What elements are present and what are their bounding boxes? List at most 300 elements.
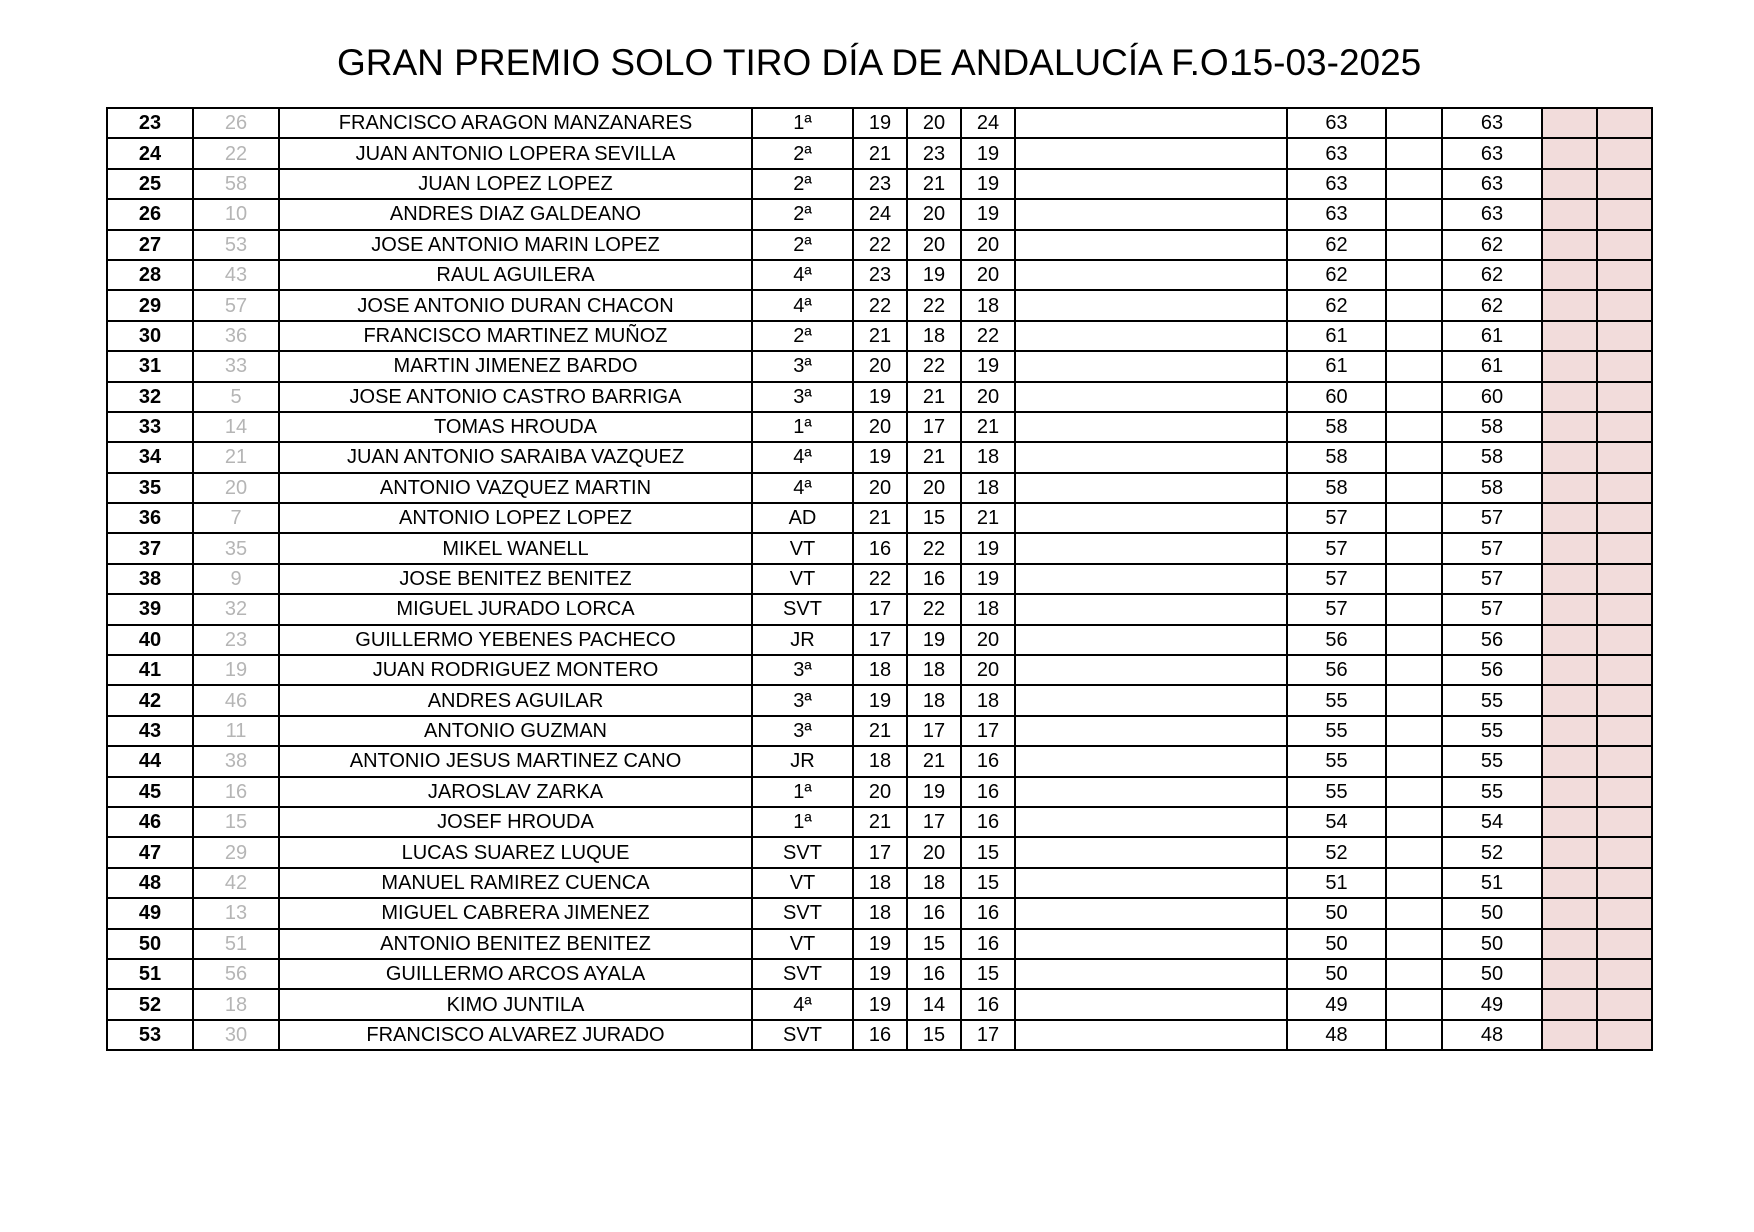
position-cell: 23 bbox=[107, 108, 193, 138]
highlight-cell bbox=[1542, 685, 1597, 715]
highlight-cell bbox=[1597, 108, 1652, 138]
empty-cell bbox=[1386, 169, 1442, 199]
empty-cell bbox=[1386, 321, 1442, 351]
score-round-1-cell: 19 bbox=[853, 685, 907, 715]
final-score-cell: 49 bbox=[1442, 989, 1542, 1019]
empty-cell bbox=[1015, 716, 1287, 746]
score-round-1-cell: 18 bbox=[853, 655, 907, 685]
shooter-name-cell: GUILLERMO ARCOS AYALA bbox=[279, 959, 752, 989]
highlight-cell bbox=[1597, 625, 1652, 655]
table-row bbox=[107, 290, 1652, 320]
score-round-2-cell: 23 bbox=[907, 138, 961, 168]
position-cell: 25 bbox=[107, 169, 193, 199]
table-row bbox=[107, 564, 1652, 594]
position-cell: 26 bbox=[107, 199, 193, 229]
total-score-cell: 60 bbox=[1287, 382, 1386, 412]
score-round-3-cell: 15 bbox=[961, 837, 1015, 867]
category-cell: 2ª bbox=[752, 321, 853, 351]
empty-cell bbox=[1015, 260, 1287, 290]
table-row bbox=[107, 199, 1652, 229]
score-round-1-cell: 19 bbox=[853, 108, 907, 138]
final-score-cell: 61 bbox=[1442, 351, 1542, 381]
empty-cell bbox=[1015, 351, 1287, 381]
final-score-cell: 55 bbox=[1442, 746, 1542, 776]
total-score-cell: 54 bbox=[1287, 807, 1386, 837]
highlight-cell bbox=[1542, 868, 1597, 898]
empty-cell bbox=[1386, 625, 1442, 655]
score-round-3-cell: 16 bbox=[961, 929, 1015, 959]
shooter-name-cell: LUCAS SUAREZ LUQUE bbox=[279, 837, 752, 867]
category-cell: 1ª bbox=[752, 108, 853, 138]
highlight-cell bbox=[1542, 898, 1597, 928]
total-score-cell: 56 bbox=[1287, 625, 1386, 655]
position-cell: 35 bbox=[107, 473, 193, 503]
highlight-cell bbox=[1542, 594, 1597, 624]
highlight-cell bbox=[1597, 290, 1652, 320]
dorsal-cell: 14 bbox=[193, 412, 279, 442]
shooter-name-cell: JOSE ANTONIO DURAN CHACON bbox=[279, 290, 752, 320]
empty-cell bbox=[1386, 503, 1442, 533]
shooter-name-cell: RAUL AGUILERA bbox=[279, 260, 752, 290]
table-row bbox=[107, 138, 1652, 168]
empty-cell bbox=[1386, 868, 1442, 898]
category-cell: SVT bbox=[752, 898, 853, 928]
highlight-cell bbox=[1542, 230, 1597, 260]
empty-cell bbox=[1386, 564, 1442, 594]
final-score-cell: 58 bbox=[1442, 473, 1542, 503]
score-round-1-cell: 23 bbox=[853, 260, 907, 290]
score-round-3-cell: 15 bbox=[961, 868, 1015, 898]
highlight-cell bbox=[1542, 777, 1597, 807]
score-round-1-cell: 21 bbox=[853, 321, 907, 351]
highlight-cell bbox=[1597, 868, 1652, 898]
highlight-cell bbox=[1597, 594, 1652, 624]
position-cell: 32 bbox=[107, 382, 193, 412]
shooter-name-cell: ANTONIO BENITEZ BENITEZ bbox=[279, 929, 752, 959]
category-cell: 3ª bbox=[752, 655, 853, 685]
position-cell: 49 bbox=[107, 898, 193, 928]
highlight-cell bbox=[1542, 138, 1597, 168]
score-round-1-cell: 16 bbox=[853, 1020, 907, 1050]
highlight-cell bbox=[1597, 959, 1652, 989]
final-score-cell: 63 bbox=[1442, 169, 1542, 199]
empty-cell bbox=[1386, 655, 1442, 685]
table-row bbox=[107, 655, 1652, 685]
total-score-cell: 58 bbox=[1287, 412, 1386, 442]
highlight-cell bbox=[1542, 351, 1597, 381]
empty-cell bbox=[1015, 199, 1287, 229]
empty-cell bbox=[1015, 138, 1287, 168]
table-row bbox=[107, 594, 1652, 624]
total-score-cell: 62 bbox=[1287, 290, 1386, 320]
score-round-1-cell: 17 bbox=[853, 594, 907, 624]
score-round-1-cell: 17 bbox=[853, 837, 907, 867]
total-score-cell: 55 bbox=[1287, 685, 1386, 715]
score-round-2-cell: 21 bbox=[907, 169, 961, 199]
empty-cell bbox=[1015, 655, 1287, 685]
score-round-3-cell: 19 bbox=[961, 199, 1015, 229]
final-score-cell: 48 bbox=[1442, 1020, 1542, 1050]
final-score-cell: 62 bbox=[1442, 260, 1542, 290]
highlight-cell bbox=[1597, 321, 1652, 351]
final-score-cell: 62 bbox=[1442, 230, 1542, 260]
score-round-1-cell: 16 bbox=[853, 533, 907, 563]
highlight-cell bbox=[1542, 564, 1597, 594]
highlight-cell bbox=[1597, 655, 1652, 685]
results-body bbox=[107, 108, 1652, 1050]
dorsal-cell: 51 bbox=[193, 929, 279, 959]
score-round-2-cell: 15 bbox=[907, 929, 961, 959]
score-round-2-cell: 22 bbox=[907, 594, 961, 624]
total-score-cell: 58 bbox=[1287, 473, 1386, 503]
position-cell: 51 bbox=[107, 959, 193, 989]
highlight-cell bbox=[1542, 473, 1597, 503]
score-round-1-cell: 19 bbox=[853, 989, 907, 1019]
table-row bbox=[107, 169, 1652, 199]
total-score-cell: 62 bbox=[1287, 230, 1386, 260]
highlight-cell bbox=[1597, 564, 1652, 594]
score-round-2-cell: 15 bbox=[907, 503, 961, 533]
dorsal-cell: 30 bbox=[193, 1020, 279, 1050]
total-score-cell: 50 bbox=[1287, 959, 1386, 989]
empty-cell bbox=[1386, 533, 1442, 563]
final-score-cell: 50 bbox=[1442, 959, 1542, 989]
empty-cell bbox=[1015, 746, 1287, 776]
score-round-3-cell: 16 bbox=[961, 807, 1015, 837]
score-round-3-cell: 18 bbox=[961, 290, 1015, 320]
category-cell: VT bbox=[752, 868, 853, 898]
score-round-3-cell: 16 bbox=[961, 898, 1015, 928]
score-round-3-cell: 16 bbox=[961, 777, 1015, 807]
category-cell: 2ª bbox=[752, 230, 853, 260]
empty-cell bbox=[1015, 685, 1287, 715]
table-row bbox=[107, 503, 1652, 533]
highlight-cell bbox=[1542, 929, 1597, 959]
total-score-cell: 63 bbox=[1287, 138, 1386, 168]
final-score-cell: 55 bbox=[1442, 716, 1542, 746]
highlight-cell bbox=[1542, 989, 1597, 1019]
table-row bbox=[107, 1020, 1652, 1050]
highlight-cell bbox=[1597, 685, 1652, 715]
score-round-3-cell: 20 bbox=[961, 625, 1015, 655]
table-row bbox=[107, 777, 1652, 807]
highlight-cell bbox=[1597, 442, 1652, 472]
final-score-cell: 57 bbox=[1442, 564, 1542, 594]
total-score-cell: 57 bbox=[1287, 564, 1386, 594]
highlight-cell bbox=[1597, 989, 1652, 1019]
total-score-cell: 55 bbox=[1287, 716, 1386, 746]
score-round-3-cell: 15 bbox=[961, 959, 1015, 989]
category-cell: SVT bbox=[752, 959, 853, 989]
score-round-3-cell: 16 bbox=[961, 746, 1015, 776]
position-cell: 36 bbox=[107, 503, 193, 533]
score-round-1-cell: 20 bbox=[853, 412, 907, 442]
score-round-2-cell: 18 bbox=[907, 685, 961, 715]
highlight-cell bbox=[1542, 169, 1597, 199]
score-round-2-cell: 22 bbox=[907, 290, 961, 320]
final-score-cell: 52 bbox=[1442, 837, 1542, 867]
highlight-cell bbox=[1597, 533, 1652, 563]
highlight-cell bbox=[1597, 351, 1652, 381]
highlight-cell bbox=[1542, 1020, 1597, 1050]
highlight-cell bbox=[1597, 199, 1652, 229]
shooter-name-cell: JOSE ANTONIO MARIN LOPEZ bbox=[279, 230, 752, 260]
position-cell: 53 bbox=[107, 1020, 193, 1050]
position-cell: 28 bbox=[107, 260, 193, 290]
empty-cell bbox=[1386, 989, 1442, 1019]
empty-cell bbox=[1386, 382, 1442, 412]
shooter-name-cell: ANTONIO JESUS MARTINEZ CANO bbox=[279, 746, 752, 776]
score-round-3-cell: 24 bbox=[961, 108, 1015, 138]
empty-cell bbox=[1386, 351, 1442, 381]
position-cell: 42 bbox=[107, 685, 193, 715]
empty-cell bbox=[1386, 412, 1442, 442]
score-round-3-cell: 22 bbox=[961, 321, 1015, 351]
empty-cell bbox=[1386, 1020, 1442, 1050]
position-cell: 31 bbox=[107, 351, 193, 381]
shooter-name-cell: ANTONIO VAZQUEZ MARTIN bbox=[279, 473, 752, 503]
empty-cell bbox=[1386, 959, 1442, 989]
score-round-1-cell: 19 bbox=[853, 442, 907, 472]
empty-cell bbox=[1386, 442, 1442, 472]
category-cell: SVT bbox=[752, 594, 853, 624]
shooter-name-cell: MIGUEL JURADO LORCA bbox=[279, 594, 752, 624]
highlight-cell bbox=[1597, 898, 1652, 928]
category-cell: JR bbox=[752, 746, 853, 776]
shooter-name-cell: ANDRES DIAZ GALDEANO bbox=[279, 199, 752, 229]
highlight-cell bbox=[1542, 716, 1597, 746]
highlight-cell bbox=[1542, 655, 1597, 685]
highlight-cell bbox=[1542, 442, 1597, 472]
empty-cell bbox=[1386, 260, 1442, 290]
highlight-cell bbox=[1597, 929, 1652, 959]
score-round-2-cell: 19 bbox=[907, 777, 961, 807]
dorsal-cell: 11 bbox=[193, 716, 279, 746]
score-round-2-cell: 22 bbox=[907, 351, 961, 381]
dorsal-cell: 9 bbox=[193, 564, 279, 594]
empty-cell bbox=[1015, 868, 1287, 898]
table-row bbox=[107, 898, 1652, 928]
dorsal-cell: 32 bbox=[193, 594, 279, 624]
shooter-name-cell: MARTIN JIMENEZ BARDO bbox=[279, 351, 752, 381]
shooter-name-cell: MIGUEL CABRERA JIMENEZ bbox=[279, 898, 752, 928]
score-round-3-cell: 20 bbox=[961, 382, 1015, 412]
shooter-name-cell: MANUEL RAMIREZ CUENCA bbox=[279, 868, 752, 898]
position-cell: 47 bbox=[107, 837, 193, 867]
empty-cell bbox=[1015, 929, 1287, 959]
shooter-name-cell: GUILLERMO YEBENES PACHECO bbox=[279, 625, 752, 655]
score-round-3-cell: 20 bbox=[961, 655, 1015, 685]
empty-cell bbox=[1386, 230, 1442, 260]
category-cell: 1ª bbox=[752, 807, 853, 837]
table-row bbox=[107, 351, 1652, 381]
highlight-cell bbox=[1542, 625, 1597, 655]
score-round-3-cell: 18 bbox=[961, 442, 1015, 472]
score-round-2-cell: 20 bbox=[907, 473, 961, 503]
score-round-2-cell: 15 bbox=[907, 1020, 961, 1050]
shooter-name-cell: FRANCISCO ALVAREZ JURADO bbox=[279, 1020, 752, 1050]
shooter-name-cell: JUAN ANTONIO SARAIBA VAZQUEZ bbox=[279, 442, 752, 472]
final-score-cell: 62 bbox=[1442, 290, 1542, 320]
table-row bbox=[107, 442, 1652, 472]
empty-cell bbox=[1386, 685, 1442, 715]
score-round-2-cell: 16 bbox=[907, 564, 961, 594]
highlight-cell bbox=[1597, 807, 1652, 837]
total-score-cell: 61 bbox=[1287, 351, 1386, 381]
category-cell: 3ª bbox=[752, 382, 853, 412]
empty-cell bbox=[1386, 898, 1442, 928]
highlight-cell bbox=[1542, 412, 1597, 442]
score-round-2-cell: 20 bbox=[907, 837, 961, 867]
score-round-2-cell: 21 bbox=[907, 382, 961, 412]
empty-cell bbox=[1386, 837, 1442, 867]
total-score-cell: 52 bbox=[1287, 837, 1386, 867]
position-cell: 38 bbox=[107, 564, 193, 594]
final-score-cell: 58 bbox=[1442, 412, 1542, 442]
highlight-cell bbox=[1542, 321, 1597, 351]
score-round-3-cell: 17 bbox=[961, 716, 1015, 746]
shooter-name-cell: JAROSLAV ZARKA bbox=[279, 777, 752, 807]
highlight-cell bbox=[1542, 533, 1597, 563]
table-row bbox=[107, 382, 1652, 412]
score-round-3-cell: 20 bbox=[961, 230, 1015, 260]
dorsal-cell: 53 bbox=[193, 230, 279, 260]
score-round-1-cell: 23 bbox=[853, 169, 907, 199]
empty-cell bbox=[1015, 959, 1287, 989]
final-score-cell: 56 bbox=[1442, 655, 1542, 685]
empty-cell bbox=[1386, 716, 1442, 746]
highlight-cell bbox=[1597, 138, 1652, 168]
score-round-2-cell: 14 bbox=[907, 989, 961, 1019]
highlight-cell bbox=[1542, 382, 1597, 412]
table-row bbox=[107, 685, 1652, 715]
dorsal-cell: 21 bbox=[193, 442, 279, 472]
score-round-2-cell: 22 bbox=[907, 533, 961, 563]
score-round-2-cell: 18 bbox=[907, 321, 961, 351]
empty-cell bbox=[1015, 594, 1287, 624]
empty-cell bbox=[1015, 837, 1287, 867]
category-cell: 3ª bbox=[752, 351, 853, 381]
empty-cell bbox=[1015, 321, 1287, 351]
position-cell: 39 bbox=[107, 594, 193, 624]
final-score-cell: 57 bbox=[1442, 503, 1542, 533]
shooter-name-cell: JOSE BENITEZ BENITEZ bbox=[279, 564, 752, 594]
score-round-3-cell: 18 bbox=[961, 473, 1015, 503]
empty-cell bbox=[1386, 290, 1442, 320]
total-score-cell: 51 bbox=[1287, 868, 1386, 898]
highlight-cell bbox=[1597, 503, 1652, 533]
table-row bbox=[107, 260, 1652, 290]
position-cell: 27 bbox=[107, 230, 193, 260]
dorsal-cell: 5 bbox=[193, 382, 279, 412]
category-cell: 2ª bbox=[752, 138, 853, 168]
score-round-2-cell: 18 bbox=[907, 868, 961, 898]
empty-cell bbox=[1015, 382, 1287, 412]
total-score-cell: 58 bbox=[1287, 442, 1386, 472]
shooter-name-cell: ANTONIO LOPEZ LOPEZ bbox=[279, 503, 752, 533]
score-round-3-cell: 19 bbox=[961, 138, 1015, 168]
highlight-cell bbox=[1542, 503, 1597, 533]
dorsal-cell: 42 bbox=[193, 868, 279, 898]
category-cell: 4ª bbox=[752, 290, 853, 320]
score-round-3-cell: 19 bbox=[961, 169, 1015, 199]
highlight-cell bbox=[1597, 382, 1652, 412]
table-row bbox=[107, 230, 1652, 260]
final-score-cell: 63 bbox=[1442, 138, 1542, 168]
category-cell: 1ª bbox=[752, 412, 853, 442]
highlight-cell bbox=[1597, 260, 1652, 290]
shooter-name-cell: KIMO JUNTILA bbox=[279, 989, 752, 1019]
score-round-2-cell: 20 bbox=[907, 199, 961, 229]
score-round-1-cell: 22 bbox=[853, 230, 907, 260]
results-table bbox=[106, 107, 1653, 1051]
category-cell: SVT bbox=[752, 837, 853, 867]
score-round-1-cell: 17 bbox=[853, 625, 907, 655]
empty-cell bbox=[1015, 564, 1287, 594]
shooter-name-cell: JUAN LOPEZ LOPEZ bbox=[279, 169, 752, 199]
empty-cell bbox=[1015, 503, 1287, 533]
category-cell: 4ª bbox=[752, 473, 853, 503]
table-row bbox=[107, 473, 1652, 503]
category-cell: 1ª bbox=[752, 777, 853, 807]
score-round-3-cell: 19 bbox=[961, 564, 1015, 594]
table-row bbox=[107, 321, 1652, 351]
category-cell: VT bbox=[752, 564, 853, 594]
dorsal-cell: 57 bbox=[193, 290, 279, 320]
total-score-cell: 56 bbox=[1287, 655, 1386, 685]
score-round-1-cell: 22 bbox=[853, 564, 907, 594]
total-score-cell: 57 bbox=[1287, 533, 1386, 563]
highlight-cell bbox=[1597, 716, 1652, 746]
score-round-2-cell: 16 bbox=[907, 959, 961, 989]
category-cell: 2ª bbox=[752, 169, 853, 199]
score-round-1-cell: 19 bbox=[853, 929, 907, 959]
final-score-cell: 63 bbox=[1442, 108, 1542, 138]
shooter-name-cell: FRANCISCO ARAGON MANZANARES bbox=[279, 108, 752, 138]
shooter-name-cell: JUAN ANTONIO LOPERA SEVILLA bbox=[279, 138, 752, 168]
position-cell: 37 bbox=[107, 533, 193, 563]
highlight-cell bbox=[1597, 777, 1652, 807]
shooter-name-cell: ANDRES AGUILAR bbox=[279, 685, 752, 715]
position-cell: 41 bbox=[107, 655, 193, 685]
highlight-cell bbox=[1597, 230, 1652, 260]
score-round-2-cell: 17 bbox=[907, 716, 961, 746]
table-row bbox=[107, 959, 1652, 989]
dorsal-cell: 38 bbox=[193, 746, 279, 776]
dorsal-cell: 20 bbox=[193, 473, 279, 503]
highlight-cell bbox=[1597, 412, 1652, 442]
dorsal-cell: 22 bbox=[193, 138, 279, 168]
table-row bbox=[107, 837, 1652, 867]
score-round-2-cell: 19 bbox=[907, 625, 961, 655]
highlight-cell bbox=[1542, 108, 1597, 138]
position-cell: 45 bbox=[107, 777, 193, 807]
category-cell: VT bbox=[752, 929, 853, 959]
final-score-cell: 50 bbox=[1442, 898, 1542, 928]
table-row bbox=[107, 108, 1652, 138]
dorsal-cell: 26 bbox=[193, 108, 279, 138]
position-cell: 34 bbox=[107, 442, 193, 472]
table-row bbox=[107, 989, 1652, 1019]
highlight-cell bbox=[1542, 746, 1597, 776]
empty-cell bbox=[1386, 746, 1442, 776]
highlight-cell bbox=[1597, 473, 1652, 503]
category-cell: 4ª bbox=[752, 442, 853, 472]
shooter-name-cell: TOMAS HROUDA bbox=[279, 412, 752, 442]
table-row bbox=[107, 929, 1652, 959]
category-cell: AD bbox=[752, 503, 853, 533]
empty-cell bbox=[1015, 169, 1287, 199]
